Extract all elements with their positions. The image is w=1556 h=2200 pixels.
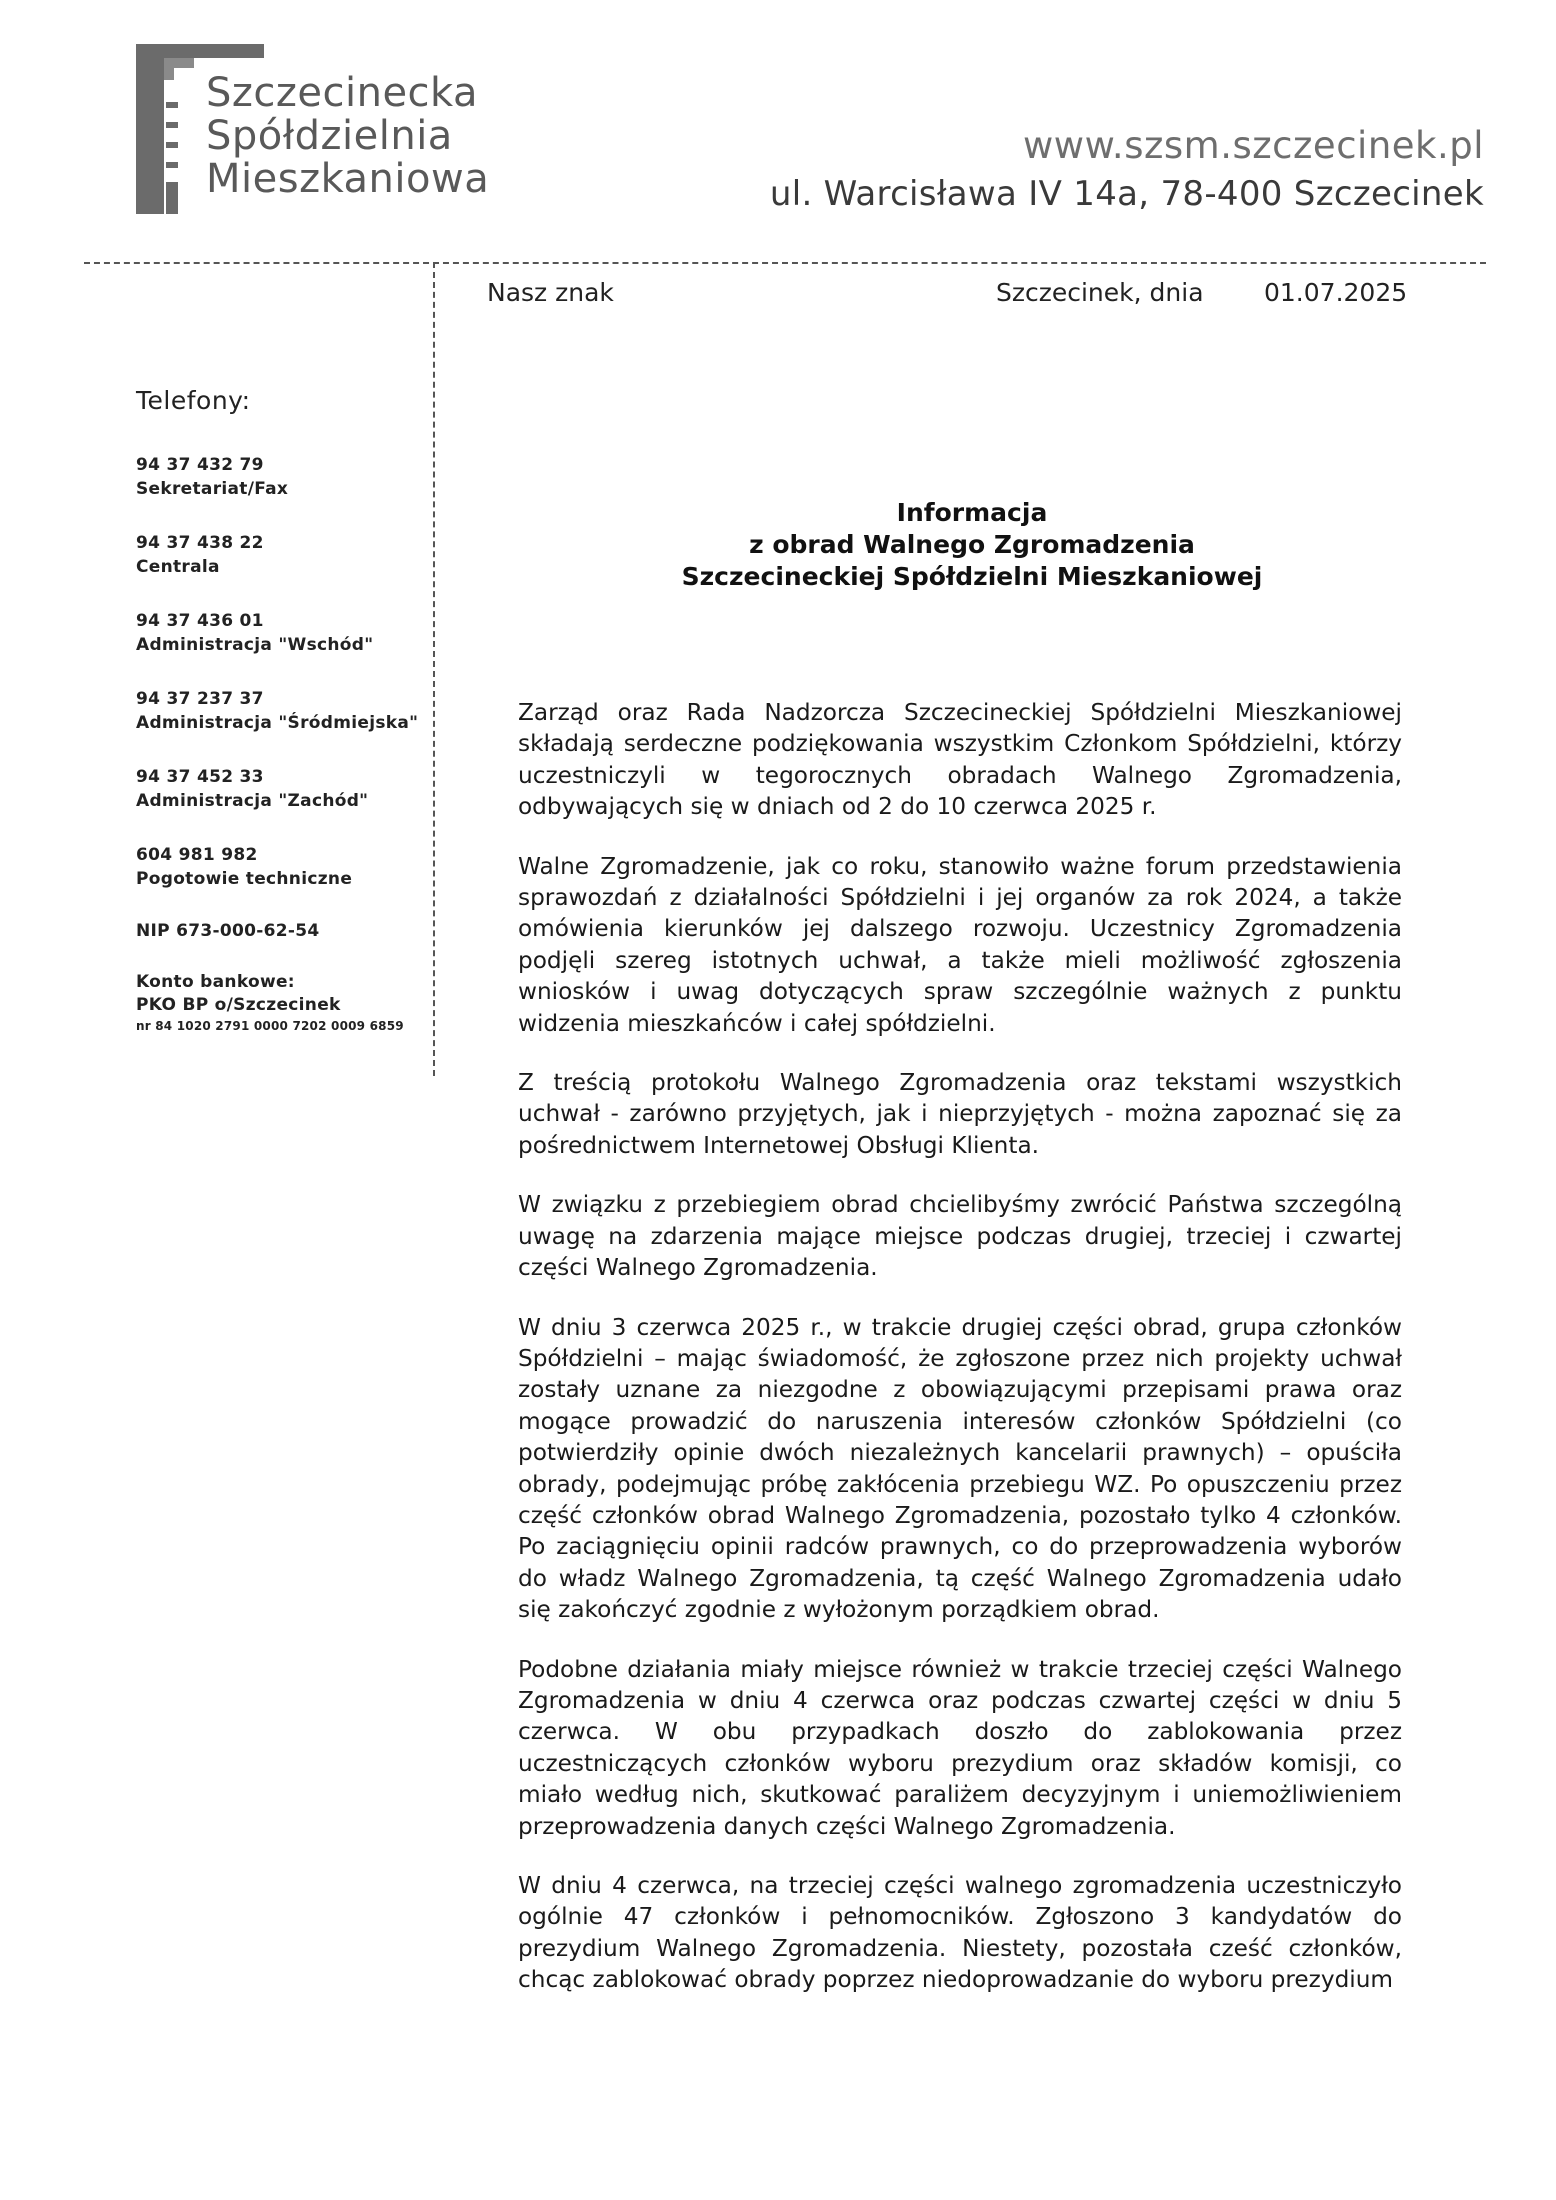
phone-label: Administracja "Zachód" [136,791,369,811]
bank-name: PKO BP o/Szczecinek [136,995,341,1015]
phones-title: Telefony: [136,386,251,415]
phone-label: Centrala [136,557,220,577]
body-paragraph: Walne Zgromadzenie, jak co roku, stanowiło ważne forum przedstawienia sprawozdań z działalności Spółdzielni i jej organów za rok 2024, a także omówienia kierunków jej dalszego rozwoju. Uczestnicy Zgromadzenia podjęli szereg istotnych uchwał, a także mieli możliwość zgłoszenia wniosków i uwag dotyczących spraw szczególnie ważnych z punktu widzenia mieszkańców i całej spółdzielni. [518,852,1402,1037]
document-title-line: Informacja [896,498,1048,527]
document-title [487,497,1457,593]
bank-account-title: Konto bankowe: [136,972,295,992]
phone-number: 94 37 452 33 [136,767,264,787]
phone-number: 94 37 237 37 [136,689,264,709]
body-paragraph: W dniu 4 czerwca, na trzeciej części walnego zgromadzenia uczestniczyło ogólnie 47 członków i pełnomocników. Zgłoszono 3 kandydatów do prezydium Walnego Zgromadzenia. Niestety, pozostała cześć członków, chcąc zablokować obrady poprzez niedoprowadzanie do wyboru prezydium [518,1872,1402,1994]
contact-entry [136,687,426,735]
organization-name-line: Mieszkaniowa [206,156,490,202]
phone-number: 94 37 436 01 [136,611,264,631]
contact-entry [136,531,426,579]
body-paragraph: W związku z przebiegiem obrad chcielibyśmy zwrócić Państwa szczególną uwagę na zdarzenia mające miejsce podczas drugiej, trzeciej i czwartej części Walnego Zgromadzenia. [518,1191,1402,1282]
document-body [518,697,1402,2024]
phone-label: Administracja "Śródmiejska" [136,713,419,733]
bank-account-number: nr 84 1020 2791 0000 7202 0009 6859 [136,1019,404,1033]
contact-entry [136,843,426,891]
contact-sidebar [136,386,426,1035]
sidebar-divider [433,262,435,1076]
contact-entry [136,453,426,501]
phone-label: Pogotowie techniczne [136,869,353,889]
body-paragraph: Podobne działania miały miejsce również w trakcie trzeciej części Walnego Zgromadzenia w dniu 4 czerwca oraz podczas czwartej części w dniu 5 czerwca. W obu przypadkach doszło do zablokowania przez uczestniczących członków wyboru prezydium oraz składów komisji, co miało według nich, skutkować paraliżem decyzyjnym i uniemożliwieniem przeprowadzenia danych części Walnego Zgromadzenia. [518,1655,1402,1840]
organization-name-line: Spółdzielnia [206,113,453,159]
body-paragraph: W dniu 3 czerwca 2025 r., w trakcie drugiej części obrad, grupa członków Spółdzielni – mając świadomość, że zgłoszone przez nich projekty uchwał zostały uznane za niezgodne z obowiązującymi przepisami prawa oraz mogące prowadzić do naruszenia interesów członków Spółdzielni (co potwierdziły opinie dwóch niezależnych kancelarii prawnych) – opuściła obrady, podejmując próbę zakłócenia przebiegu WZ. Po opuszczeniu przez część członków obrad Walnego Zgromadzenia, pozostało tylko 4 członków. Po zaciągnięciu opinii radców prawnych, co do przeprowadzenia wyborów do władz Walnego Zgromadzenia, tą część Walnego Zgromadzenia udało się zakończyć zgodnie z wyłożonym porządkiem obrad. [518,1313,1402,1624]
header-divider [84,262,1486,264]
contact-entry [136,609,426,657]
phone-number: 94 37 432 79 [136,455,264,475]
header-contact [770,124,1484,220]
organization-name-line: Szczecinecka [206,70,479,116]
contact-entry [136,765,426,813]
body-paragraph: Zarząd oraz Rada Nadzorcza Szczecineckiej Spółdzielni Mieszkaniowej składają serdeczne podziękowania wszystkim Członkom Spółdzielni, którzy uczestniczyli w tegorocznych obradach Walnego Zgromadzenia, odbywających się w dniach od 2 do 10 czerwca 2025 r. [518,699,1402,821]
bank-account-block [136,971,426,1035]
phone-number: 94 37 438 22 [136,533,264,553]
tax-id: NIP 673-000-62-54 [136,921,320,941]
document-title-line: Szczecineckiej Spółdzielni Mieszkaniowej [681,562,1263,591]
body-paragraph: Z treścią protokołu Walnego Zgromadzenia oraz tekstami wszystkich uchwał - zarówno przyjętych, jak i nieprzyjętych - można zapoznać się za pośrednictwem Internetowej Obsługi Klienta. [518,1069,1402,1159]
organization-name [206,72,489,201]
phone-label: Sekretariat/Fax [136,479,289,499]
postal-address: ul. Warcisława IV 14a, 78-400 Szczecinek [769,174,1484,214]
phone-label: Administracja "Wschód" [136,635,374,655]
document-title-line: z obrad Walnego Zgromadzenia [749,530,1195,559]
website-link[interactable]: www.szsm.szczecinek.pl [1023,124,1484,167]
place-date-label: Szczecinek, dnia [996,278,1204,307]
our-reference-label: Nasz znak [487,278,614,307]
letter-date: 01.07.2025 [1264,278,1408,307]
phone-number: 604 981 982 [136,845,258,865]
